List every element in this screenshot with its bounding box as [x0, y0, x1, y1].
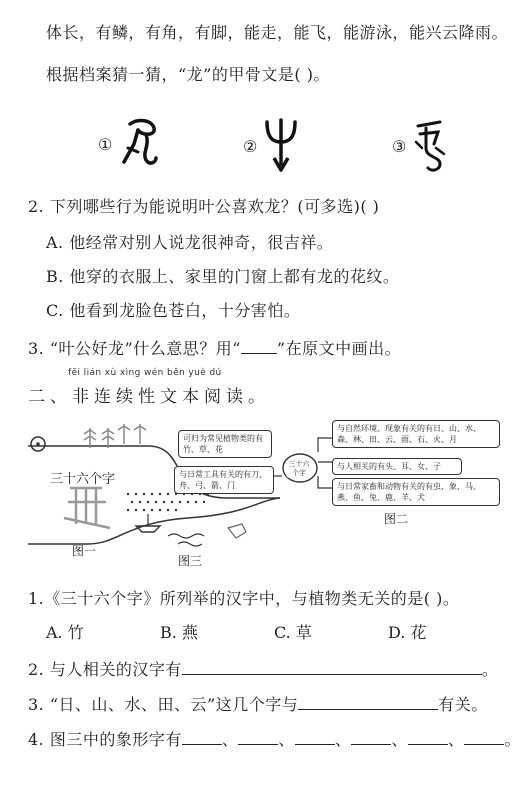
person-box: 与人相关的有头、耳、女、子	[332, 458, 462, 475]
separator: 、	[221, 730, 239, 749]
figure-label: 三十六个字	[50, 472, 116, 487]
center-node: 三十六个字	[286, 460, 312, 478]
separator: 、	[391, 730, 408, 749]
q-picto-blank-6[interactable]	[464, 730, 504, 745]
oracle-glyph-2-icon	[261, 118, 301, 174]
q-picto-line	[28, 727, 521, 750]
dot-pattern	[127, 493, 209, 511]
q-picto-end: 。	[504, 730, 521, 749]
separator: 、	[278, 730, 295, 749]
caption-figure-2: 图二	[384, 512, 409, 526]
animal-box: 与日常家畜和动物有关的有虫、象、马、燕、鱼、兔、鹿、羊、犬	[332, 478, 500, 506]
pinyin-annotation: fēi lián xù xìng wén běn yuè dú	[68, 368, 222, 378]
q-person-blank[interactable]	[182, 660, 482, 675]
q3-suffix: ”在原文中画出。	[276, 339, 402, 358]
q-person-title: 2. 与人相关的汉字有	[28, 660, 182, 679]
q-plant-option-d[interactable]: D. 花	[388, 623, 427, 642]
q-nature-blank[interactable]	[298, 695, 438, 710]
q2-option-b[interactable]: B. 他穿的衣服上、家里的门窗上都有龙的花纹。	[46, 267, 400, 286]
section-title: 二、非连续性文本阅读。	[28, 387, 270, 407]
q-plant-title: 1.《三十六个字》所列举的汉字中，与植物类无关的是( )。	[28, 589, 460, 608]
q-plant-option-b[interactable]: B. 燕	[160, 623, 198, 642]
separator: 、	[334, 730, 352, 749]
glyph-option-1[interactable]	[98, 118, 160, 170]
q-nature-line	[28, 692, 488, 715]
nature-box: 与自然环境、现象有关的有日、山、水、森、林、田、云、雨、石、火、月	[332, 420, 500, 448]
q-nature-title: 3. “日、山、水、田、云”这几个字与	[28, 695, 299, 714]
option-number: ②	[243, 136, 258, 156]
q-person-end: 。	[481, 660, 499, 679]
q2-title: 2. 下列哪些行为能说明叶公喜欢龙？(可多选)( )	[28, 197, 380, 216]
q-picto-blank-2[interactable]	[238, 730, 278, 745]
q-plant-option-c[interactable]: C. 草	[274, 623, 312, 642]
q3-blank[interactable]	[241, 339, 277, 354]
q3-prefix: 3. “叶公好龙”什么意思？用“	[28, 339, 241, 358]
question-glyph: 根据档案猜一猜，“龙”的甲骨文是( )。	[46, 65, 330, 84]
glyph-option-2[interactable]	[243, 118, 301, 174]
q-picto-title: 4. 图三中的象形字有	[28, 730, 182, 749]
q-plant-option-a[interactable]: A. 竹	[46, 623, 84, 642]
option-number: ③	[392, 136, 407, 156]
q2-option-c[interactable]: C. 他看到龙脸色苍白，十分害怕。	[46, 301, 301, 320]
option-number: ①	[98, 134, 113, 154]
q-picto-blank-1[interactable]	[182, 730, 222, 745]
q-nature-end: 有关。	[438, 695, 488, 714]
oracle-glyph-1-icon	[116, 118, 160, 170]
plant-box: 可归为常见植物类的有竹、草、花	[178, 430, 272, 458]
q-picto-blank-4[interactable]	[351, 730, 391, 745]
q-picto-blank-5[interactable]	[408, 730, 448, 745]
glyph-options	[0, 118, 512, 178]
caption-figure-3: 图三	[178, 554, 203, 568]
q3-line	[28, 336, 401, 359]
q-picto-blank-3[interactable]	[295, 730, 335, 745]
figure-panel	[28, 418, 506, 568]
q2-option-a[interactable]: A. 他经常对别人说龙很神奇，很吉祥。	[46, 233, 334, 252]
glyph-option-3[interactable]	[392, 118, 450, 174]
oracle-glyph-3-icon	[410, 118, 450, 174]
tool-box: 与日常工具有关的有刀、舟、弓、箭、门	[174, 466, 274, 494]
q-person-line	[28, 657, 498, 680]
caption-figure-1: 图一	[72, 544, 97, 558]
separator: 、	[447, 730, 465, 749]
context-line: 体长，有鳞，有角，有脚，能走，能飞，能游泳，能兴云降雨。	[46, 23, 509, 42]
